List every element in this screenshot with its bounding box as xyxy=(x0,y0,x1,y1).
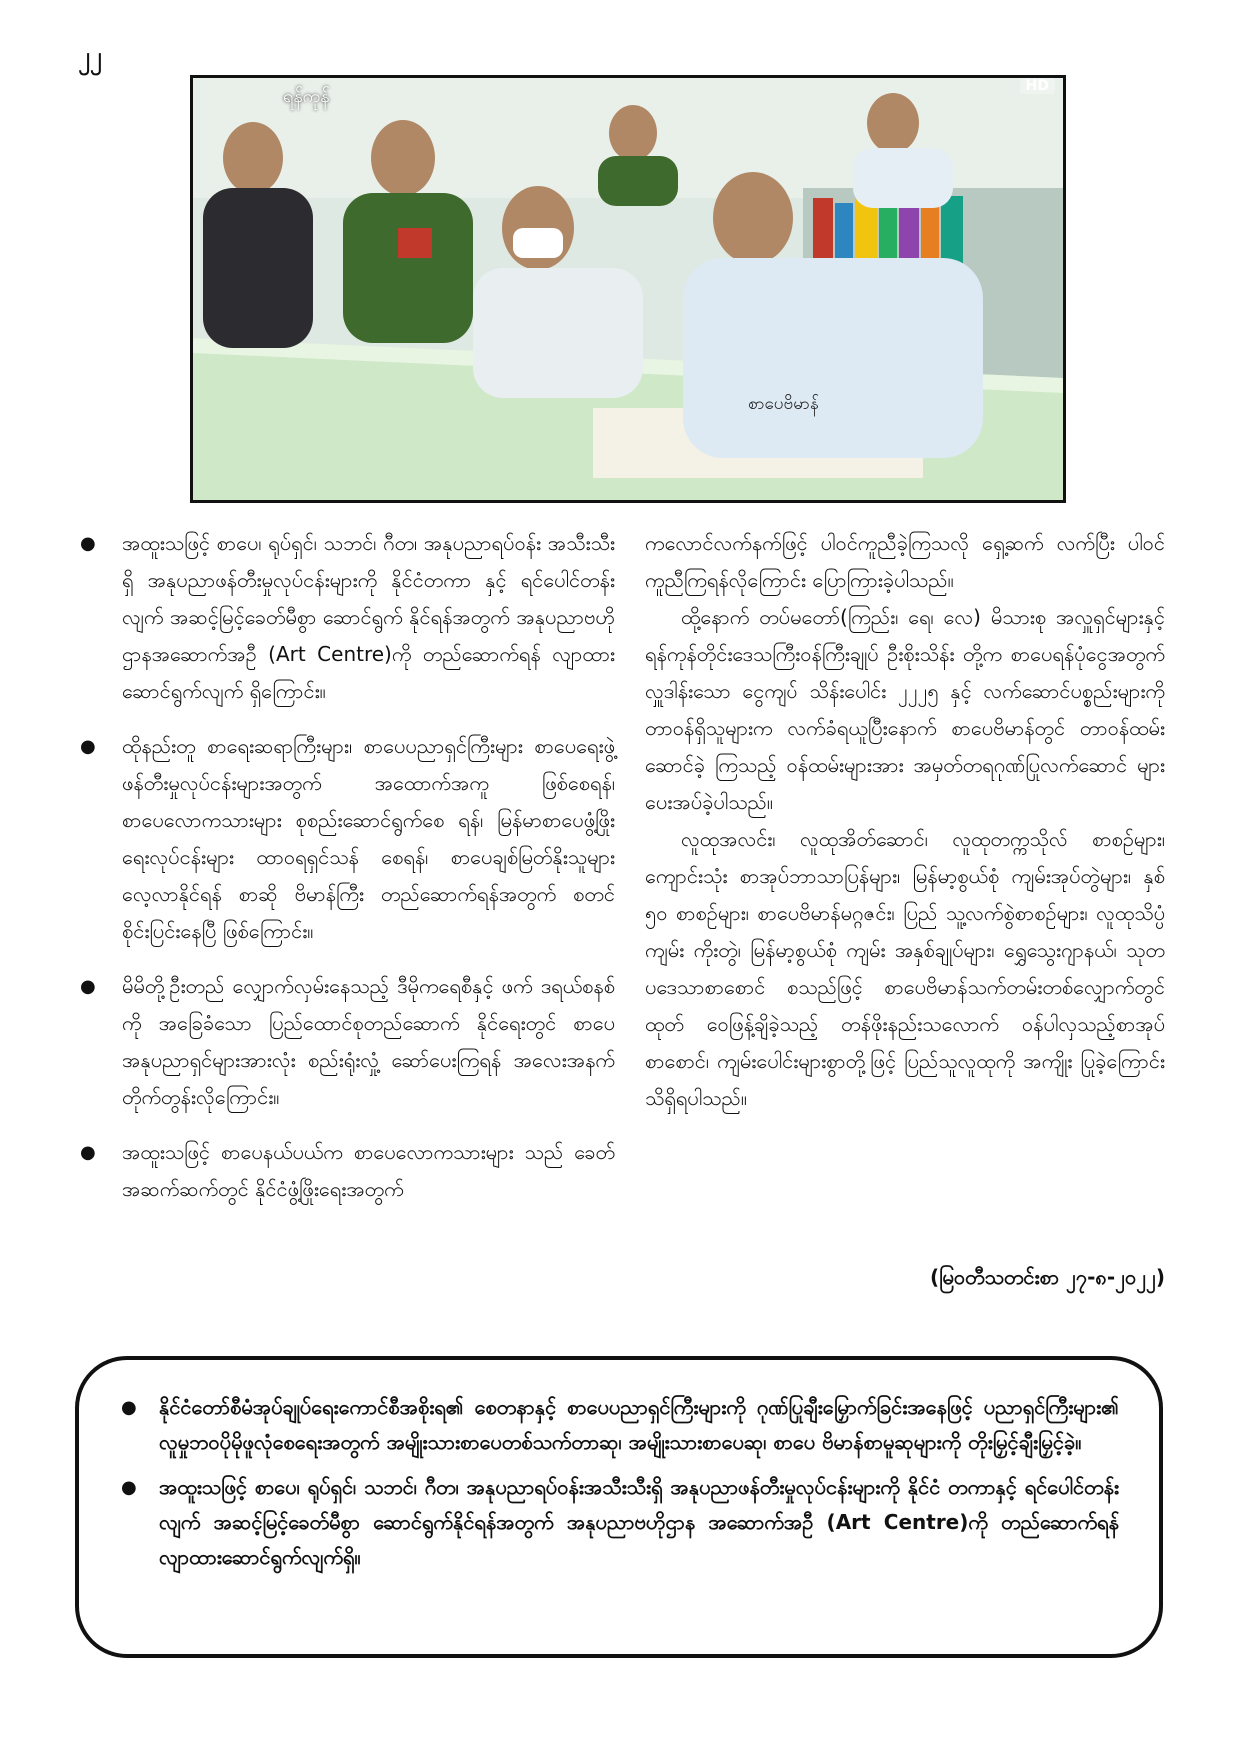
paragraph: ကလောင်လက်နက်ဖြင့် ပါဝင်ကူညီခဲ့ကြသလို ရှေ့ဆက် လက်ပြီး ပါဝင်ကူညီကြရန်လိုကြောင်း ပြောကြားခဲ့ပါသည်။ xyxy=(645,531,1165,592)
page-number: ၂၂ xyxy=(78,42,102,70)
summary-item: ● အထူးသဖြင့် စာပေ၊ ရုပ်ရှင်၊ သဘင်၊ ဂီတ၊ အနုပညာရပ်ဝန်းအသီးသီးရှိ အနုပညာဖန်တီးမှုလုပ်ငန်းများကို နိုင်ငံ တကာနှင့် ရင်ပေါင်တန်းလျက် အဆင့်မြင့်ခေတ်မီစွာ ဆောင်ရွက်နိုင်ရန်အတွက် အနုပညာဗဟိုဌာန အဆောက်အဦ (Art Centre)ကို တည်ဆောက်ရန် လျာထားဆောင်ရွက်လျက်ရှိ။ xyxy=(121,1470,1119,1575)
bullet-item: ● အထူးသဖြင့် စာပေနယ်ပယ်က စာပေလောကသားများ သည် ခေတ်အဆက်ဆက်တွင် နိုင်ငံဖွံ့ဖြိုးရေးအတွက် xyxy=(80,1134,615,1208)
summary-box xyxy=(75,1356,1163,1658)
photo-illustration xyxy=(193,78,1063,500)
hd-badge: HD xyxy=(1020,78,1055,94)
source-citation: (မြဝတီသတင်းစာ ၂၇-၈-၂၀၂၂) xyxy=(929,1265,1165,1289)
paragraph: လူထုအလင်း၊ လူထုအိတ်ဆောင်၊ လူထုတက္ကသိုလ် စာစဉ်များ၊ ကျောင်းသုံး စာအုပ်ဘာသာပြန်များ၊ မြန်မာ့စွယ်စုံ ကျမ်းအုပ်တွဲများ၊ နှစ် ၅၀ စာစဉ်များ၊ စာပေဗိမာန်မဂ္ဂဇင်း၊ ပြည် သူ့လက်စွဲစာစဉ်များ၊ လူထုသိပ္ပံကျမ်း ကိုးတွဲ၊ မြန်မာ့စွယ်စုံ ကျမ်း အနှစ်ချုပ်များ၊ ရွှေသွေးဂျာနယ်၊ သုတပဒေသာစာစောင် စသည်ဖြင့် စာပေဗိမာန်သက်တမ်းတစ်လျှောက်တွင် ထုတ် ဝေဖြန့်ချိခဲ့သည့် တန်ဖိုးနည်းသလောက် ဝန်ပါလှသည့်စာအုပ် စာစောင်၊ ကျမ်းပေါင်းများစွာတို့ဖြင့် ပြည်သူလူထုကို အကျိုး ပြုခဲ့ကြောင်း သိရှိရပါသည်။ xyxy=(645,827,1165,1110)
paragraph: ထို့နောက် တပ်မတော်(ကြည်း၊ ရေ၊ လေ) မိသားစု အလှူရှင်များနှင့် ရန်ကုန်တိုင်းဒေသကြီးဝန်ကြီးချုပ် ဦးစိုးသိန်း တို့က စာပေရန်ပုံငွေအတွက် လှူဒါန်းသော ငွေကျပ် သိန်းပေါင်း ၂၂၂၅ နှင့် လက်ဆောင်ပစ္စည်းများကို တာဝန်ရှိသူများက လက်ခံရယူပြီးနောက် စာပေဗိမာန်တွင် တာဝန်ထမ်းဆောင်ခဲ့ ကြသည့် ဝန်ထမ်းများအား အမှတ်တရဂုဏ်ပြုလက်ဆောင် များ ပေးအပ်ခဲ့ပါသည်။ xyxy=(645,605,1165,814)
tv-channel-caption: ရန်ကုန် xyxy=(283,86,330,107)
left-bullet-list xyxy=(80,525,615,1208)
left-column xyxy=(80,525,615,1226)
summary-item: ● နိုင်ငံတော်စီမံအုပ်ချုပ်ရေးကောင်စီအစိုးရ၏ စေတနာနှင့် စာပေပညာရှင်ကြီးများကို ဂုဏ်ပြုချီးမြှောက်ခြင်းအနေဖြင့် ပညာရှင်ကြီးများ၏ လူမှုဘဝပိုမိုဖူလုံစေရေးအတွက် အမျိုးသားစာပေတစ်သက်တာဆု၊ အမျိုးသားစာပေဆု၊ စာပေ ဗိမာန်စာမူဆုများကို တိုးမြှင့်ချီးမြှင့်ခဲ့။ xyxy=(121,1390,1119,1460)
bullet-item: ● အထူးသဖြင့် စာပေ၊ ရုပ်ရှင်၊ သဘင်၊ ဂီတ၊ အနုပညာရပ်ဝန်း အသီးသီးရှိ အနုပညာဖန်တီးမှုလုပ်ငန်းများကို နိုင်ငံတကာ နှင့် ရင်ပေါင်တန်းလျက် အဆင့်မြင့်ခေတ်မီစွာ ဆောင်ရွက် နိုင်ရန်အတွက် အနုပညာဗဟိုဌာနအဆောက်အဦ (Art Centre)ကို တည်ဆောက်ရန် လျာထားဆောင်ရွက်လျက် ရှိကြောင်း။ xyxy=(80,525,615,710)
bullet-item: ● ထိုနည်းတူ စာရေးဆရာကြီးများ၊ စာပေပညာရှင်ကြီးများ စာပေရေးဖွဲ့ဖန်တီးမှုလုပ်ငန်းများအတွက် အထောက်အကူ ဖြစ်စေရန်၊ စာပေလောကသားများ စုစည်းဆောင်ရွက်စေ ရန်၊ မြန်မာစာပေဖွံ့ဖြိုးရေးလုပ်ငန်းများ ထာဝရရှင်သန် စေရန်၊ စာပေချစ်မြတ်နိုးသူများ လေ့လာနိုင်ရန် စာဆို ဗိမာန်ကြီး တည်ဆောက်ရန်အတွက် စတင်စိုင်းပြင်းနေပြီ ဖြစ်ကြောင်း။ xyxy=(80,728,615,950)
news-photo xyxy=(190,75,1066,503)
summary-bullet-list xyxy=(121,1390,1119,1575)
right-column xyxy=(645,525,1165,1117)
counter-sign-text: စာပေဗိမာန် xyxy=(748,394,819,414)
bullet-item: ● မိမိတို့ဦးတည် လျှောက်လှမ်းနေသည့် ဒီမိုကရေစီနှင့် ဖက် ဒရယ်စနစ်ကို အခြေခံသော ပြည်ထောင်စုတည်ဆောက် နိုင်ရေးတွင် စာပေအနုပညာရှင်များအားလုံး စည်းရုံးလှုံ့ ဆော်ပေးကြရန် အလေးအနက် တိုက်တွန်းလိုကြောင်း။ xyxy=(80,968,615,1116)
